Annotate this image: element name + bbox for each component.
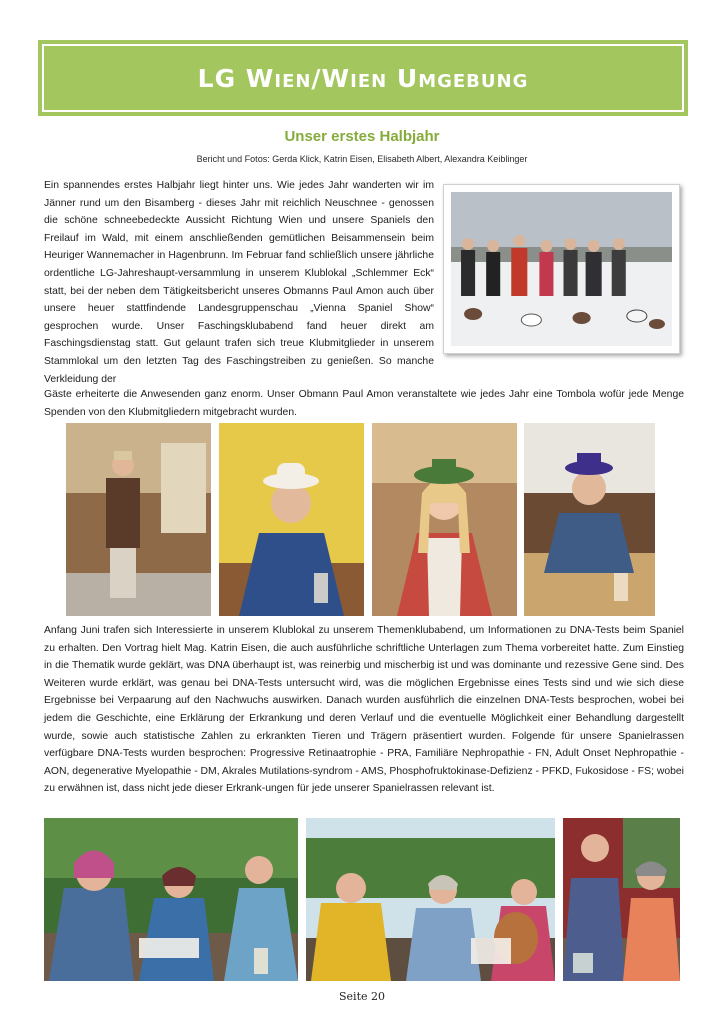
carnival-photo-4 — [524, 423, 655, 616]
dna-evening-photo-2 — [306, 818, 555, 981]
page-number: Seite 20 — [339, 990, 385, 1003]
group-snow-photo — [443, 184, 680, 354]
dna-evening-photo-3 — [563, 818, 680, 981]
paragraph-carnival-end: Gäste erheiterte die Anwesenden ganz enorm. Unser Obmann Paul Amon veranstaltete wie jedes Jahr eine Tombola wofür jede Menge Spenden von den Klubmitgliedern mitgebracht wurden. — [44, 389, 684, 418]
page-title: LG Wien/Wien Umgebung — [197, 63, 529, 93]
paragraph-winter-walk: Ein spannendes erstes Halbjahr liegt hinter uns. Wie jedes Jahr wanderten wir im Jänner rund um den Bisamberg - dieses Jahr mit reichlich Neuschnee - genossen die schöne schneebedeckte Aussicht Richtung Wien und unsere Spaniels den Freilauf im Wald, mit einem anschließenden gemütlichen Beisammensein beim Heuriger Wannemacher in Hagenbrunn. Im Februar fand schließlich unsere jährliche ordentliche LG-Jahreshaupt-versammlung in unserem Klublokal „Schlemmer Eck“ statt, bei der neben dem Tätigkeitsbericht unseres Obmanns Paul Amon auch über unsere heuer stattfindende Landesgruppenschau „Vienna Spaniel Show“ gesprochen wurde. Unser Faschingsklubabend fand heuer direkt am Faschingsdienstag statt. Gut gelaunt trafen sich treue Klubmitglieder in unserem Stammlokal um den letzten Tag des Faschingstreiben zu genießen. So manche Verkleidung der — [44, 180, 434, 385]
header-banner-frame — [42, 44, 684, 112]
article-credits: Bericht und Fotos: Gerda Klick, Katrin Eisen, Elisabeth Albert, Alexandra Keiblinger — [196, 154, 528, 164]
carnival-photo-1 — [66, 423, 211, 616]
dna-evening-photo-1 — [44, 818, 298, 981]
paragraph-dna-tests: Anfang Juni trafen sich Interessierte in unserem Klublokal zu unserem Themenklubabend, um Informationen zu DNA-Tests beim Spaniel zu erhalten. Den Vortrag hielt Mag. Katrin Eisen, die auch ausführliche schriftliche Unterlagen zum Thema vorbereitet hatte. Zum Einstieg in die Thematik wurde geklärt, was DNA überhaupt ist, was reinerbig und mischerbig ist und was dominante und rezessive Gene sind. Des Weiteren wurde erklärt, was genau bei DNA-Tests untersucht wird, was die möglichen Ergebnisse eines Tests sind und wie sich diese Ergebnisse bei Verpaarung auf den Nachwuchs auswirken. Danach wurden ausführlich die einzelnen DNA-Tests besprochen, wobei bei jedem die Geschichte, eine Erklärung der Erkrankung und deren Verlauf und die eventuelle Möglichkeit einer Behandlung dargestellt wurde, sowie auch statistische Zahlen zu erkrankten Tieren und Trägern präsentiert wurden. Folgende für unsere Spanielrassen verfügbare DNA-Tests wurden besprochen: Progressive Retinaatrophie - PRA, Familiäre Nephropathie - FN, Adult Onset Nephropathie - AON, degenerative Myelopathie - DM, Akrales Mutilations-syndrom - AMS, Phosphofruktokinase-Defizienz - PFKD, Fukosidose - FS; wobei zu erwähnen ist, dass nicht jede dieser Erkrank-ungen für jede unserer Spanielrassen relevant ist. — [44, 625, 684, 795]
carnival-photo-2 — [219, 423, 364, 616]
header-banner — [38, 40, 688, 116]
carnival-photo-3 — [372, 423, 517, 616]
article-title: Unser erstes Halbjahr — [284, 128, 440, 145]
